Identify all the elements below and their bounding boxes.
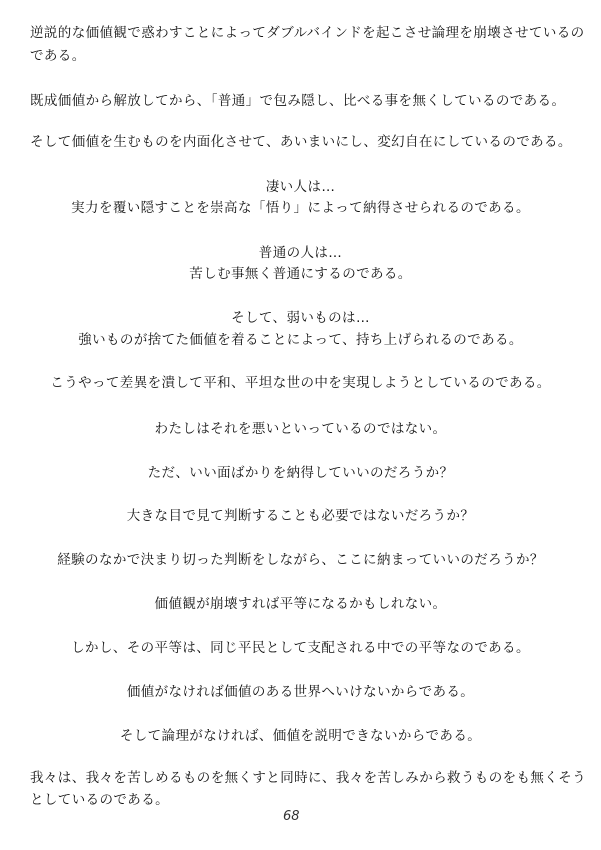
p15-line1: そして論理がなければ、価値を説明できないからである。 — [119, 728, 482, 744]
p16-line1: 我々は、我々を苦しめるものを無くすと同時に、我々を苦しみから救うものをも無くそう — [30, 770, 586, 786]
p14-line1: 価値がなければ価値のある世界へいけないからである。 — [126, 684, 475, 700]
p4-line2: 実力を覆い隠すことを崇高な「悟り」によって納得させられるのである。 — [71, 200, 530, 216]
p5-line1: 普通の人は… — [258, 245, 343, 261]
p6-line2: 強いものが捨てた価値を着ることによって、持ち上げられるのである。 — [78, 332, 523, 348]
p7-line1: こうやって差異を潰して平和、平坦な世の中を実現しようとしているのである。 — [50, 375, 551, 391]
p5-line2: 苦しむ事無く普通にするのである。 — [189, 266, 412, 282]
p9-line1: ただ、いい面ばかりを納得していいのだろうか？ — [147, 465, 454, 481]
p1-line1: 逆説的な価値観で惑わすことによってダブルバインドを起こさせ論理を崩壊させているの — [30, 25, 585, 41]
page-number: 68 — [283, 809, 300, 824]
p12-line1: 価値観が崩壊すれば平等になるかもしれない。 — [154, 596, 447, 612]
p1-line2: である。 — [30, 48, 86, 64]
p4-line1: 凄い人は… — [265, 179, 336, 195]
p8-line1: わたしはそれを悪いといっているのではない。 — [154, 421, 447, 437]
p2-line1: 既成価値から解放してから、「普通」で包み隠し、比べる事を無くしているのである。 — [30, 93, 566, 109]
p13-line1: しかし、その平等は、同じ平民として支配される中での平等なのである。 — [71, 640, 530, 656]
p11-line1: 経験のなかで決まり切った判断をしながら、ここに納まっていいのだろうか？ — [57, 552, 544, 568]
p6-line1: そして、弱いものは… — [231, 310, 370, 326]
p16-line2: としているのである。 — [30, 792, 169, 808]
p3-line1: そして価値を生むものを内面化させて、あいまいにし、変幻自在にしているのである。 — [30, 134, 572, 150]
p10-line1: 大きな目で見て判断することも必要ではないだろうか？ — [126, 508, 475, 524]
